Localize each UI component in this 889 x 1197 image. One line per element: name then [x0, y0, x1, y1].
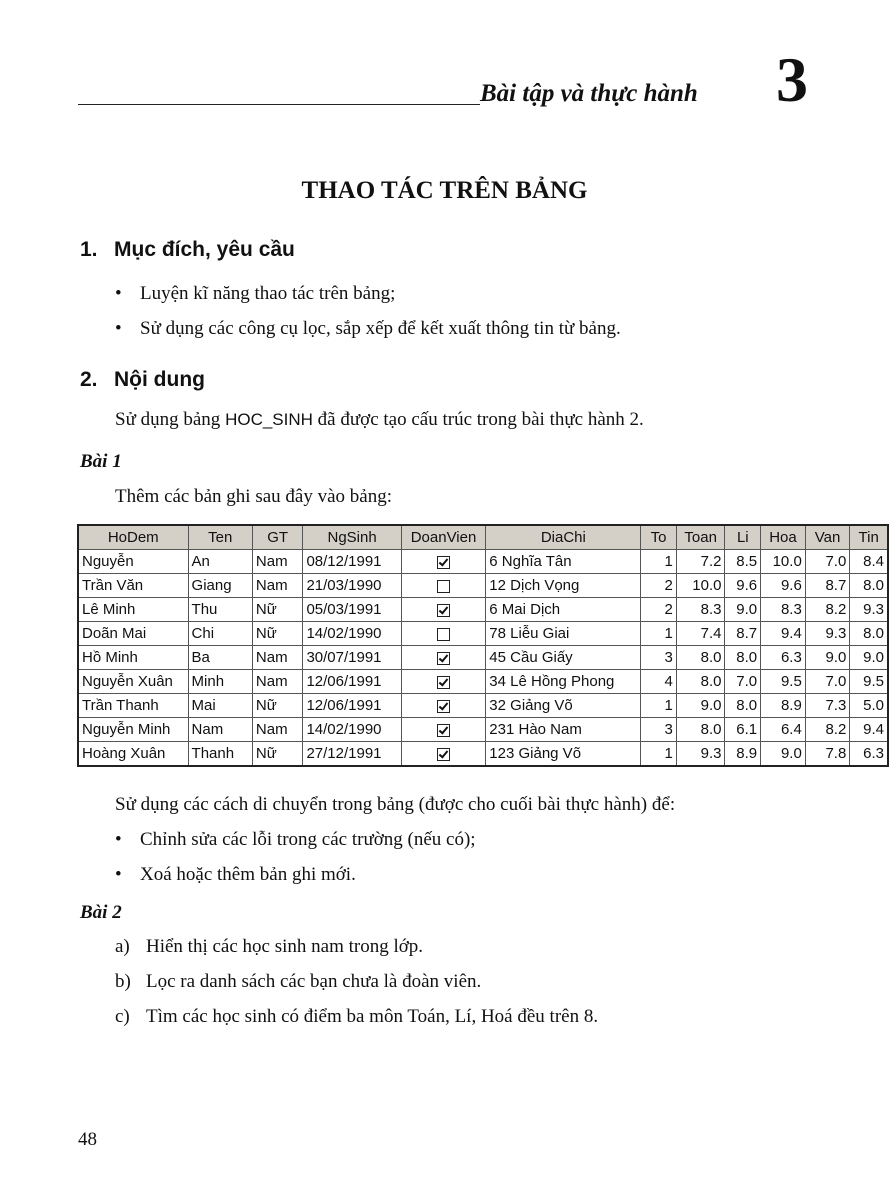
checked-checkbox[interactable] — [437, 556, 450, 569]
cell-ten[interactable]: Giang — [188, 574, 252, 598]
exercise-2-item — [115, 936, 423, 958]
cell-toan[interactable]: 7.4 — [676, 622, 725, 646]
cell-li[interactable]: 8.5 — [725, 550, 761, 574]
cell-li[interactable]: 9.6 — [725, 574, 761, 598]
cell-toan[interactable]: 8.0 — [676, 670, 725, 694]
cell-ten[interactable]: Ba — [188, 646, 252, 670]
page-number: 48 — [78, 1129, 97, 1150]
cell-ten[interactable]: Nam — [188, 718, 252, 742]
cell-hodem[interactable]: Nguyễn — [78, 550, 188, 574]
column-header-gt[interactable]: GT — [252, 525, 303, 550]
cell-toan[interactable]: 9.0 — [676, 694, 725, 718]
cell-van[interactable]: 7.3 — [805, 694, 850, 718]
table-row[interactable] — [78, 646, 888, 670]
cell-diachi[interactable]: 6 Nghĩa Tân — [486, 550, 641, 574]
cell-doanvien — [401, 622, 486, 646]
cell-hoa[interactable]: 6.4 — [761, 718, 806, 742]
exercise-2-item — [115, 1006, 598, 1028]
cell-diachi[interactable]: 34 Lê Hồng Phong — [486, 670, 641, 694]
table-row[interactable] — [78, 574, 888, 598]
cell-gt[interactable]: Nam — [252, 574, 303, 598]
exercise-1-instruction: Thêm các bản ghi sau đây vào bảng: — [115, 486, 392, 507]
cell-to[interactable]: 1 — [641, 622, 676, 646]
column-header-ten[interactable]: Ten — [188, 525, 252, 550]
cell-li[interactable]: 8.9 — [725, 742, 761, 767]
checked-checkbox[interactable] — [437, 700, 450, 713]
cell-van[interactable]: 9.3 — [805, 622, 850, 646]
column-header-hoa[interactable]: Hoa — [761, 525, 806, 550]
exercise-2-item — [115, 971, 481, 993]
section-2-heading — [80, 368, 205, 392]
item-text: Lọc ra danh sách các bạn chưa là đoàn viên. — [146, 971, 482, 992]
cell-doanvien — [401, 574, 486, 598]
cell-hodem[interactable]: Hồ Minh — [78, 646, 188, 670]
cell-gt[interactable]: Nữ — [252, 742, 303, 767]
checked-checkbox[interactable] — [437, 652, 450, 665]
cell-hodem[interactable]: Trần Văn — [78, 574, 188, 598]
cell-ngsinh[interactable]: 21/03/1990 — [303, 574, 401, 598]
cell-doanvien — [401, 694, 486, 718]
checked-checkbox[interactable] — [437, 724, 450, 737]
cell-tin[interactable]: 8.0 — [850, 574, 888, 598]
column-header-diachi[interactable]: DiaChi — [486, 525, 641, 550]
cell-li[interactable]: 6.1 — [725, 718, 761, 742]
cell-doanvien — [401, 742, 486, 767]
cell-ngsinh[interactable]: 14/02/1990 — [303, 718, 401, 742]
column-header-van[interactable]: Van — [805, 525, 850, 550]
cell-hoa[interactable]: 8.9 — [761, 694, 806, 718]
cell-hoa[interactable]: 10.0 — [761, 550, 806, 574]
cell-diachi[interactable]: 78 Liễu Giai — [486, 622, 641, 646]
checked-checkbox[interactable] — [437, 676, 450, 689]
table-body — [78, 550, 888, 767]
cell-gt[interactable]: Nữ — [252, 694, 303, 718]
cell-tin[interactable]: 5.0 — [850, 694, 888, 718]
exercise-1-bullet: • Xoá hoặc thêm bản ghi mới. — [140, 864, 356, 886]
cell-tin[interactable]: 6.3 — [850, 742, 888, 767]
cell-hoa[interactable]: 9.5 — [761, 670, 806, 694]
cell-diachi[interactable]: 45 Cầu Giấy — [486, 646, 641, 670]
cell-hodem[interactable]: Nguyễn Xuân — [78, 670, 188, 694]
section-1-title: Mục đích, yêu cầu — [114, 238, 295, 261]
table-row[interactable] — [78, 718, 888, 742]
cell-toan[interactable]: 7.2 — [676, 550, 725, 574]
table-row[interactable] — [78, 670, 888, 694]
checked-checkbox[interactable] — [437, 748, 450, 761]
cell-hodem[interactable]: Doãn Mai — [78, 622, 188, 646]
cell-diachi[interactable]: 12 Dịch Vọng — [486, 574, 641, 598]
intro-before: Sử dụng bảng — [115, 409, 226, 430]
cell-gt[interactable]: Nam — [252, 550, 303, 574]
column-header-doanvien[interactable]: DoanVien — [401, 525, 486, 550]
cell-hoa[interactable]: 9.4 — [761, 622, 806, 646]
cell-van[interactable]: 9.0 — [805, 646, 850, 670]
cell-hodem[interactable]: Trần Thanh — [78, 694, 188, 718]
cell-tin[interactable]: 8.4 — [850, 550, 888, 574]
cell-doanvien — [401, 670, 486, 694]
unchecked-checkbox[interactable] — [437, 628, 450, 641]
cell-tin[interactable]: 9.3 — [850, 598, 888, 622]
cell-van[interactable]: 8.2 — [805, 718, 850, 742]
section-1-number: 1. — [80, 238, 98, 261]
cell-ngsinh[interactable]: 05/03/1991 — [303, 598, 401, 622]
chapter-header-number: 3 — [776, 44, 808, 115]
cell-gt[interactable]: Nam — [252, 646, 303, 670]
cell-van[interactable]: 8.2 — [805, 598, 850, 622]
cell-ngsinh[interactable]: 08/12/1991 — [303, 550, 401, 574]
cell-ten[interactable]: Mai — [188, 694, 252, 718]
cell-diachi[interactable]: 123 Giảng Võ — [486, 742, 641, 767]
cell-hoa[interactable]: 8.3 — [761, 598, 806, 622]
cell-li[interactable]: 8.0 — [725, 646, 761, 670]
section-2-number: 2. — [80, 368, 98, 391]
column-header-toan[interactable]: Toan — [676, 525, 725, 550]
cell-to[interactable]: 4 — [641, 670, 676, 694]
table-row[interactable] — [78, 622, 888, 646]
cell-to[interactable]: 3 — [641, 646, 676, 670]
cell-gt[interactable]: Nữ — [252, 598, 303, 622]
cell-tin[interactable]: 8.0 — [850, 622, 888, 646]
unchecked-checkbox[interactable] — [437, 580, 450, 593]
cell-li[interactable]: 8.0 — [725, 694, 761, 718]
cell-to[interactable]: 1 — [641, 742, 676, 767]
item-label: c) — [115, 1006, 130, 1027]
chapter-header-title: Bài tập và thực hành — [480, 80, 698, 107]
cell-ngsinh[interactable]: 30/07/1991 — [303, 646, 401, 670]
column-header-to[interactable]: To — [641, 525, 676, 550]
cell-doanvien — [401, 718, 486, 742]
exercise-1-bullet: • Chỉnh sửa các lỗi trong các trường (nếu có); — [140, 829, 476, 851]
cell-ten[interactable]: Minh — [188, 670, 252, 694]
exercise-2-label: Bài 2 — [80, 902, 122, 923]
section-1-bullet: • Luyện kĩ năng thao tác trên bảng; — [140, 283, 395, 305]
exercise-1-after-text: Sử dụng các cách di chuyển trong bảng (được cho cuối bài thực hành) để: — [115, 794, 676, 815]
cell-to[interactable]: 1 — [641, 550, 676, 574]
cell-gt[interactable]: Nam — [252, 670, 303, 694]
intro-after: đã được tạo cấu trúc trong bài thực hành 2. — [312, 409, 644, 430]
item-label: b) — [115, 971, 131, 992]
cell-diachi[interactable]: 32 Giảng Võ — [486, 694, 641, 718]
column-header-ngsinh[interactable]: NgSinh — [303, 525, 401, 550]
cell-van[interactable]: 7.0 — [805, 550, 850, 574]
table-row[interactable] — [78, 742, 888, 767]
cell-toan[interactable]: 8.3 — [676, 598, 725, 622]
cell-toan[interactable]: 8.0 — [676, 646, 725, 670]
cell-ten[interactable]: Thu — [188, 598, 252, 622]
cell-ten[interactable]: An — [188, 550, 252, 574]
section-1-heading — [80, 238, 295, 262]
cell-ngsinh[interactable]: 14/02/1990 — [303, 622, 401, 646]
cell-ten[interactable]: Chi — [188, 622, 252, 646]
cell-hodem[interactable]: Hoàng Xuân — [78, 742, 188, 767]
cell-doanvien — [401, 646, 486, 670]
cell-to[interactable]: 3 — [641, 718, 676, 742]
column-header-hodem[interactable]: HoDem — [78, 525, 188, 550]
cell-toan[interactable]: 9.3 — [676, 742, 725, 767]
cell-tin[interactable]: 9.5 — [850, 670, 888, 694]
cell-hoa[interactable]: 9.6 — [761, 574, 806, 598]
cell-van[interactable]: 7.8 — [805, 742, 850, 767]
item-text: Tìm các học sinh có điểm ba môn Toán, Lí, Hoá đều trên 8. — [146, 1006, 599, 1027]
table-header-row — [78, 525, 888, 550]
cell-ngsinh[interactable]: 27/12/1991 — [303, 742, 401, 767]
column-header-tin[interactable]: Tin — [850, 525, 888, 550]
cell-li[interactable]: 8.7 — [725, 622, 761, 646]
header-rule — [78, 104, 480, 105]
table-row[interactable] — [78, 550, 888, 574]
cell-ten[interactable]: Thanh — [188, 742, 252, 767]
section-1-bullet: • Sử dụng các công cụ lọc, sắp xếp để kết xuất thông tin từ bảng. — [140, 318, 621, 340]
cell-ngsinh[interactable]: 12/06/1991 — [303, 694, 401, 718]
cell-gt[interactable]: Nam — [252, 718, 303, 742]
cell-doanvien — [401, 598, 486, 622]
column-header-li[interactable]: Li — [725, 525, 761, 550]
cell-to[interactable]: 1 — [641, 694, 676, 718]
cell-hodem[interactable]: Lê Minh — [78, 598, 188, 622]
section-2-title: Nội dung — [114, 368, 205, 391]
exercise-1-label: Bài 1 — [80, 451, 122, 472]
page-title: THAO TÁC TRÊN BẢNG — [301, 177, 588, 204]
checked-checkbox[interactable] — [437, 604, 450, 617]
cell-to[interactable]: 2 — [641, 574, 676, 598]
section-2-intro — [115, 409, 644, 431]
cell-ngsinh[interactable]: 12/06/1991 — [303, 670, 401, 694]
cell-toan[interactable]: 8.0 — [676, 718, 725, 742]
cell-hodem[interactable]: Nguyễn Minh — [78, 718, 188, 742]
cell-tin[interactable]: 9.0 — [850, 646, 888, 670]
cell-to[interactable]: 2 — [641, 598, 676, 622]
cell-van[interactable]: 8.7 — [805, 574, 850, 598]
cell-doanvien — [401, 550, 486, 574]
cell-li[interactable]: 9.0 — [725, 598, 761, 622]
cell-van[interactable]: 7.0 — [805, 670, 850, 694]
cell-hoa[interactable]: 6.3 — [761, 646, 806, 670]
cell-gt[interactable]: Nữ — [252, 622, 303, 646]
table-name-code: HOC_SINH — [225, 410, 313, 429]
cell-diachi[interactable]: 231 Hào Nam — [486, 718, 641, 742]
table-row[interactable] — [78, 598, 888, 622]
cell-diachi[interactable]: 6 Mai Dịch — [486, 598, 641, 622]
cell-li[interactable]: 7.0 — [725, 670, 761, 694]
cell-tin[interactable]: 9.4 — [850, 718, 888, 742]
student-table — [77, 524, 889, 767]
cell-toan[interactable]: 10.0 — [676, 574, 725, 598]
table-row[interactable] — [78, 694, 888, 718]
cell-hoa[interactable]: 9.0 — [761, 742, 806, 767]
item-label: a) — [115, 936, 130, 957]
item-text: Hiển thị các học sinh nam trong lớp. — [146, 936, 424, 957]
